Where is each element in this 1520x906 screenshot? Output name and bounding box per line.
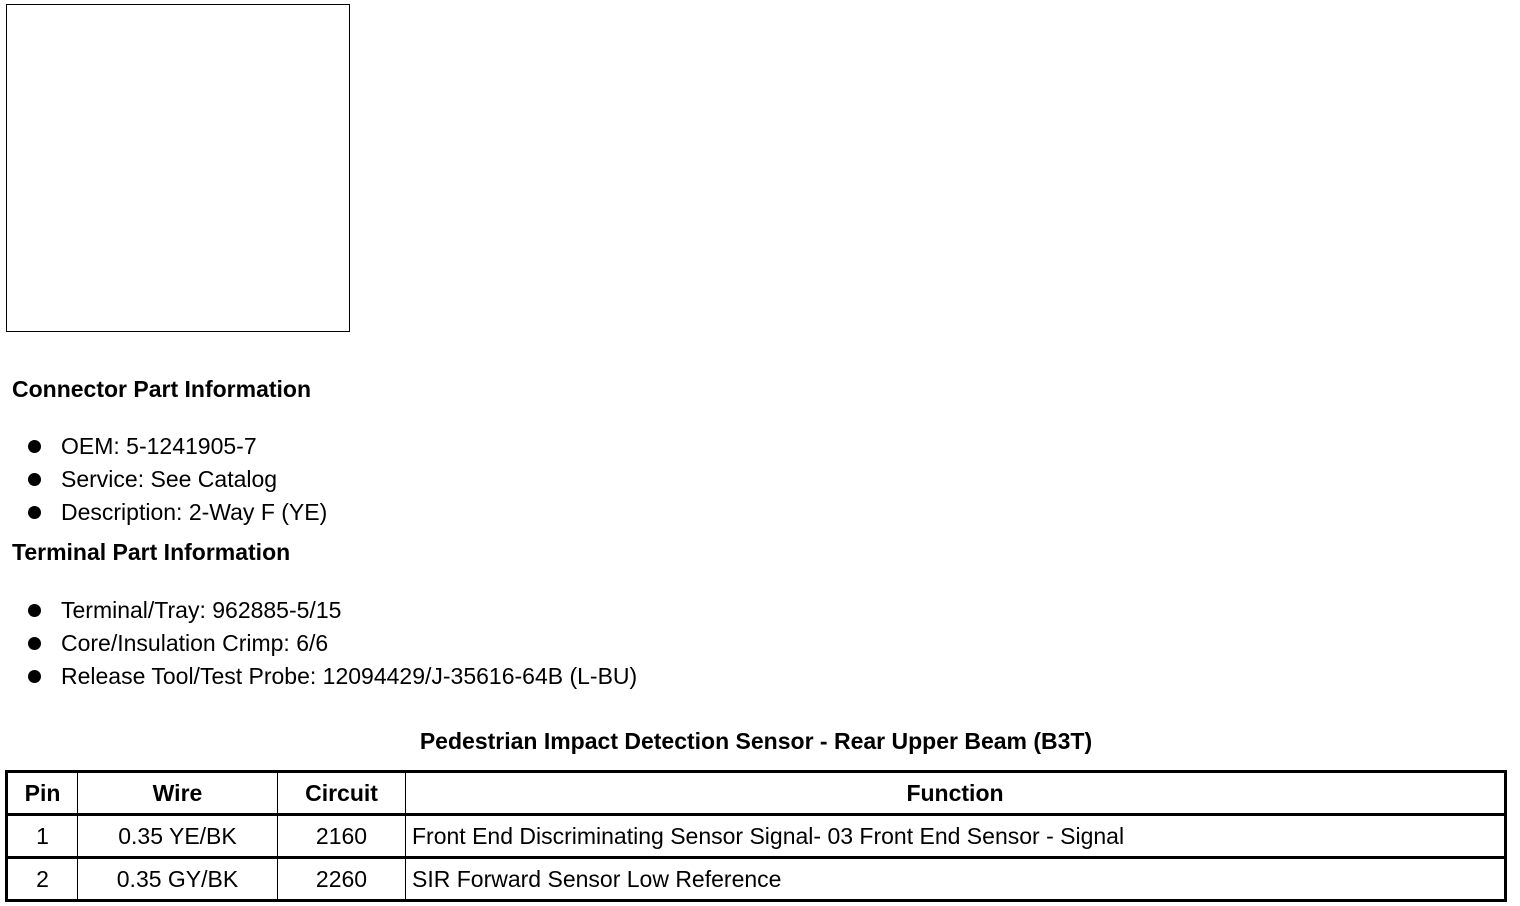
table-header-row [7, 772, 1506, 815]
list-item-text: Description: 2-Way F (YE) [61, 499, 328, 525]
list-item [28, 660, 637, 693]
cell-circuit: 2260 [278, 858, 406, 901]
cell-pin: 1 [7, 815, 78, 858]
bullet-icon [28, 506, 41, 519]
pinout-table [5, 770, 1507, 902]
bullet-icon [28, 637, 41, 650]
list-item [28, 594, 637, 627]
column-header-circuit: Circuit [278, 772, 406, 815]
terminal-part-info-list [28, 594, 637, 693]
list-item-text: Terminal/Tray: 962885-5/15 [61, 597, 342, 623]
bullet-icon [28, 604, 41, 617]
list-item [28, 496, 327, 529]
list-item [28, 627, 637, 660]
pinout-table-title: Pedestrian Impact Detection Sensor - Rear Upper Beam (B3T) [419, 728, 1093, 754]
table-row [7, 815, 1506, 858]
cell-function: Front End Discriminating Sensor Signal- 03 Front End Sensor - Signal [406, 815, 1506, 858]
connector-part-info-list [28, 430, 327, 529]
list-item-text: Service: See Catalog [61, 466, 278, 492]
cell-wire: 0.35 GY/BK [78, 858, 278, 901]
list-item-text: Release Tool/Test Probe: 12094429/J-35616-64B (L-BU) [61, 663, 638, 689]
terminal-part-info-heading: Terminal Part Information [12, 539, 291, 565]
connector-part-info-heading: Connector Part Information [12, 376, 312, 402]
cell-circuit: 2160 [278, 815, 406, 858]
bullet-icon [28, 440, 41, 453]
bullet-icon [28, 670, 41, 683]
list-item-text: Core/Insulation Crimp: 6/6 [61, 630, 329, 656]
column-header-wire: Wire [78, 772, 278, 815]
connector-image-frame [6, 4, 350, 332]
column-header-pin: Pin [7, 772, 78, 815]
cell-pin: 2 [7, 858, 78, 901]
list-item [28, 430, 327, 463]
table-row [7, 858, 1506, 901]
cell-wire: 0.35 YE/BK [78, 815, 278, 858]
bullet-icon [28, 473, 41, 486]
column-header-function: Function [406, 772, 1506, 815]
list-item [28, 463, 327, 496]
cell-function: SIR Forward Sensor Low Reference [406, 858, 1506, 901]
list-item-text: OEM: 5-1241905-7 [61, 433, 257, 459]
